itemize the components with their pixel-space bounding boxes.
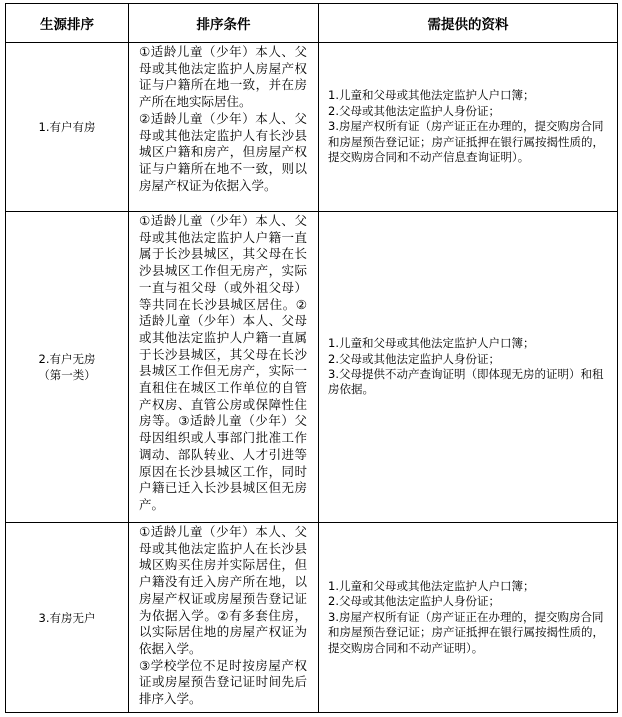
category-cell — [6, 523, 129, 713]
table-row — [6, 43, 618, 212]
category-sublabel: （第一类） — [38, 368, 96, 382]
header-row — [6, 4, 618, 43]
requirements-cell — [319, 43, 618, 212]
requirement-text: 1.儿童和父母或其他法定监护人户口簿； — [328, 578, 535, 593]
requirement-text: 3.房屋产权所有证（房产证正在办理的，提交购房合同和房屋预告登记证；房产证抵押在银行属按揭性质的，提交购房合同和不动产证明）。 — [328, 609, 604, 655]
enrollment-priority-table — [5, 3, 618, 713]
requirement-text: 2.父母或其他法定监护人身份证； — [328, 103, 500, 118]
requirement-text: 3.父母提供不动产查询证明（即体现无房的证明）和租房依据。 — [328, 367, 604, 397]
category-label: 1.有户有房 — [38, 120, 96, 134]
category-cell — [6, 43, 129, 212]
table-row — [6, 212, 618, 523]
requirements-cell — [319, 523, 618, 713]
requirement-text: 1.儿童和父母或其他法定监护人户口簿； — [328, 336, 535, 351]
condition-text: ③学校学位不足时按房屋产权证或房屋预告登记证时间先后排序入学。 — [139, 657, 307, 707]
condition-text: ①适龄儿童（少年）本人、父母或其他法定监护人房屋产权证与户籍所在地一致，并在房产所在地实际居住。 — [139, 44, 307, 110]
conditions-cell — [129, 212, 319, 523]
condition-text: ①适龄儿童（少年）本人、父母或其他法定监护人在长沙县城区购买住房并实际居住，但户籍没有迁入房产所在地，以房屋产权证或房屋预告登记证为依据入学。②有多套住房，以实际居住地的房屋产权证为依据入学。 — [139, 524, 307, 656]
conditions-cell — [129, 43, 319, 212]
category-label: 2.有户无房 — [38, 352, 96, 366]
table-row — [6, 523, 618, 713]
header-conditions: 排序条件 — [129, 4, 319, 43]
requirements-cell — [319, 212, 618, 523]
category-label: 3.有房无户 — [38, 610, 96, 625]
condition-text: ②适龄儿童（少年）本人、父母或其他法定监护人有长沙县城区户籍和房产，但房屋产权证与户籍所在地不一致，则以房屋产权证为依据入学。 — [139, 110, 307, 193]
category-cell — [6, 212, 129, 523]
header-source-order: 生源排序 — [6, 4, 129, 43]
requirement-text: 2.父母或其他法定监护人身份证； — [328, 594, 500, 609]
condition-text: ①适龄儿童（少年）本人、父母或其他法定监护人户籍一直属于长沙县城区，其父母在长沙县城区工作但无房产，实际一直与祖父母（或外祖父母）等共同在长沙县城区居住。②适龄儿童（少年）本人、父母或其他法定监护人户籍一直属于长沙县城区，其父母在长沙县城区工作但无房产，实际一直租住在城区工作单位的自管产权房、直管公房或保障性住房等。③适龄儿童（少年）父母因组织或人事部门批准工作调动、部队转业、人才引进等原因在长沙县城区工作，同时户籍已迁入长沙县城区但无房产。 — [139, 213, 307, 512]
requirement-text: 1.儿童和父母或其他法定监护人户口簿； — [328, 88, 535, 103]
conditions-cell — [129, 523, 319, 713]
header-required-docs: 需提供的资料 — [319, 4, 618, 43]
requirement-text: 2.父母或其他法定监护人身份证； — [328, 351, 500, 366]
requirement-text: 3.房屋产权所有证（房产证正在办理的，提交购房合同和房屋预告登记证；房产证抵押在银行属按揭性质的，提交购房合同和不动产信息查询证明）。 — [328, 119, 604, 165]
